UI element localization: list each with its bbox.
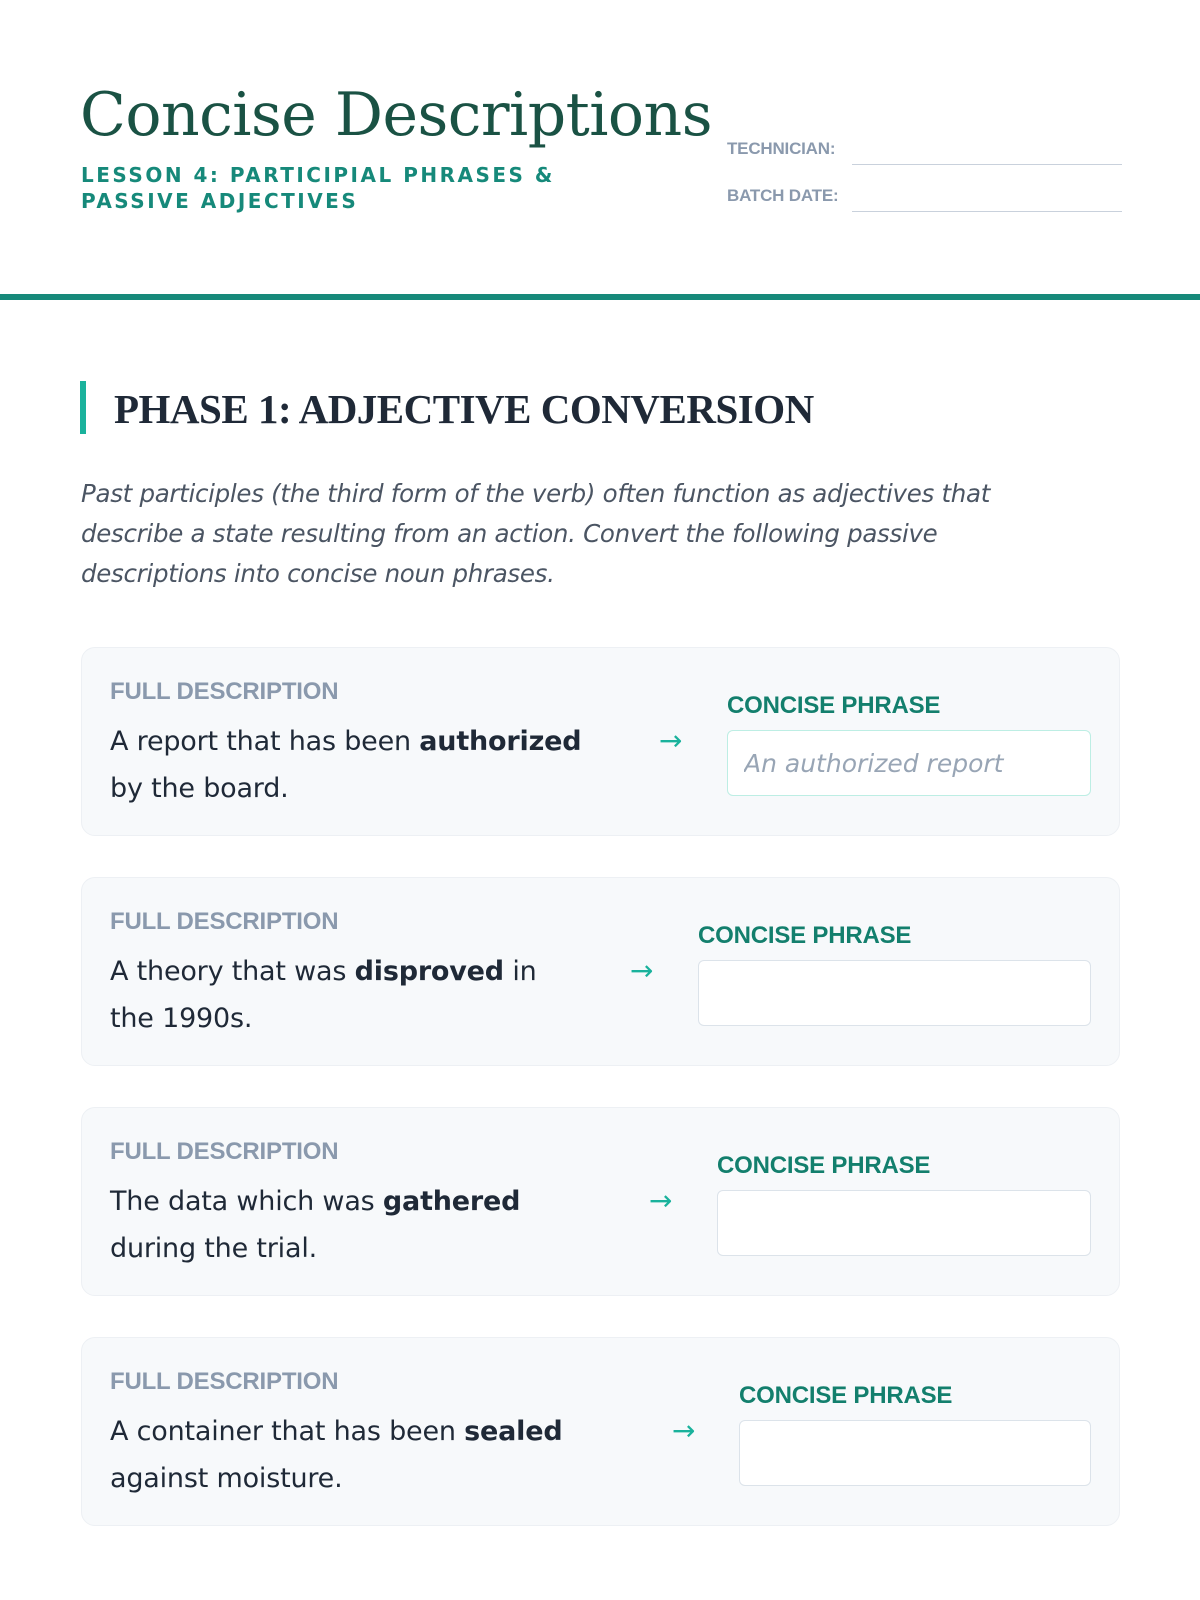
technician-label: TECHNICIAN: (727, 139, 836, 158)
exercise-card (81, 647, 1120, 836)
lesson-subtitle: LESSON 4: PARTICIPIAL PHRASES & PASSIVE ADJECTIVES (81, 163, 555, 213)
full-description-text: A theory that was disproved in the 1990s. (110, 956, 537, 1034)
phase-title: PHASE 1: ADJECTIVE CONVERSION (114, 386, 814, 432)
keyword: gathered (382, 1186, 521, 1217)
concise-phrase-label: CONCISE PHRASE (739, 1382, 953, 1409)
full-description-label: FULL DESCRIPTION (110, 1368, 339, 1395)
exercise-card (81, 1337, 1120, 1526)
concise-phrase-label: CONCISE PHRASE (717, 1152, 931, 1179)
arrow-right-icon: → (649, 1184, 673, 1217)
technician-row (727, 135, 1122, 165)
phase-intro: Past participles (the third form of the verb) often function as adjectives that describe a state resulting from an action. Convert the following passive descriptions into concise noun phrases. (81, 479, 990, 588)
full-description-label: FULL DESCRIPTION (110, 1138, 339, 1165)
full-description-label: FULL DESCRIPTION (110, 678, 339, 705)
arrow-right-icon: → (672, 1414, 696, 1447)
exercise-card (81, 877, 1120, 1066)
concise-phrase-label: CONCISE PHRASE (727, 692, 941, 719)
full-description-label: FULL DESCRIPTION (110, 908, 339, 935)
full-description-text: A container that has been sealed against moisture. (110, 1416, 563, 1494)
exercise-card (81, 1107, 1120, 1296)
concise-phrase-input[interactable] (717, 1190, 1091, 1256)
arrow-right-icon: → (659, 724, 683, 757)
page-title: Concise Descriptions (80, 80, 712, 150)
batch-date-label: BATCH DATE: (727, 186, 839, 205)
concise-phrase-input[interactable] (727, 730, 1091, 796)
concise-phrase-input[interactable] (739, 1420, 1091, 1486)
full-description-text: A report that has been authorized by the board. (110, 726, 582, 804)
worksheet-header (0, 0, 1200, 300)
batch-date-field[interactable] (852, 211, 1122, 212)
keyword: sealed (464, 1416, 563, 1447)
arrow-right-icon: → (630, 954, 654, 987)
full-description-text: The data which was gathered during the trial. (110, 1186, 521, 1264)
concise-phrase-label: CONCISE PHRASE (698, 922, 912, 949)
phase-accent-bar (80, 381, 86, 434)
keyword: disproved (354, 956, 504, 987)
keyword: authorized (419, 726, 582, 757)
technician-field[interactable] (852, 164, 1122, 165)
concise-phrase-input[interactable] (698, 960, 1091, 1026)
batch-date-row (727, 182, 1122, 212)
